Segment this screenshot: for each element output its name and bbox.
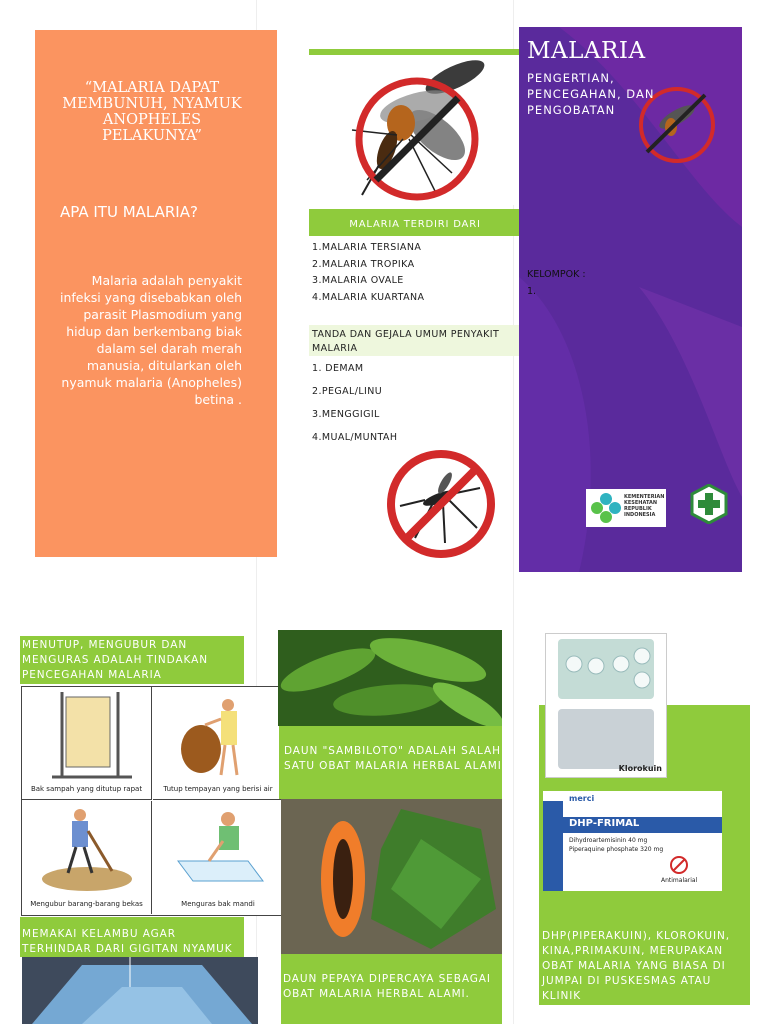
papaya-caption: DAUN PEPAYA DIPERCAYA SEBAGAI OBAT MALARIA HERBAL ALAMI. bbox=[281, 954, 502, 1024]
illustration-jar-cover bbox=[153, 687, 283, 800]
type-item: 1.MALARIA TERSIANA bbox=[312, 242, 422, 253]
quote-text: “MALARIA DAPAT MEMBUNUH, NYAMUK ANOPHELES PELAKUNYA” bbox=[62, 80, 242, 144]
sambiloto-caption: DAUN "SAMBILOTO" ADALAH SALAH SATU OBAT MALARIA HERBAL ALAMI bbox=[279, 726, 502, 799]
type-item: 3.MALARIA OVALE bbox=[312, 275, 404, 286]
caption: Mengubur barang-barang bekas bbox=[30, 900, 143, 908]
caption: Menguras bak mandi bbox=[181, 900, 255, 908]
type-item: 2.MALARIA TROPIKA bbox=[312, 259, 415, 270]
sambiloto-leaf-photo bbox=[278, 630, 502, 726]
mosquito-net-header: MEMAKAI KELAMBU AGAR TERHINDAR DARI GIGITAN NYAMUK bbox=[20, 917, 244, 957]
cover-title: MALARIA bbox=[527, 38, 646, 64]
malaria-definition: Malaria adalah penyakit infeksi yang disebabkan oleh parasit Plasmodium yang hidup dan berkembang biak dalam sel darah merah manusia, ditularkan oleh nyamuk malaria (Anopheles) betina . bbox=[59, 273, 242, 407]
medicine-caption: DHP(PIPERAKUIN), KLOROKUIN, KINA,PRIMAKUIN, MERUPAKAN OBAT MALARIA YANG BIASA DI JUMPAI DI PUSKESMAS ATAU KLINIK bbox=[542, 930, 730, 1002]
symptom-item: 2.PEGAL/LINU bbox=[312, 386, 383, 397]
dhp-tag: Antimalarial bbox=[661, 877, 698, 884]
group-section bbox=[527, 266, 586, 300]
ministry-logo-text: KEMENTERIAN KESEHATAN REPUBLIK INDONESIA bbox=[624, 494, 665, 518]
illustration-drain-tub bbox=[153, 801, 283, 914]
klorokuin-label: Klorokuin bbox=[618, 764, 662, 773]
symptom-item: 1. DEMAM bbox=[312, 363, 364, 374]
dhp-ingredient-2: Piperaquine phosphate 320 mg bbox=[569, 846, 664, 853]
caption: Bak sampah yang ditutup rapat bbox=[30, 785, 143, 793]
group-label: KELOMPOK : bbox=[527, 269, 586, 280]
dhp-ingredient-1: Dihydroartemisinin 40 mg bbox=[569, 837, 648, 844]
prevention-illustrations bbox=[21, 686, 284, 916]
type-item: 4.MALARIA KUARTANA bbox=[312, 292, 425, 303]
illustration-trash-bin bbox=[22, 687, 152, 800]
cover-subtitle: PENGERTIAN, PENCEGAHAN, DAN PENGOBATAN bbox=[527, 71, 655, 117]
dhp-frimal-photo bbox=[543, 791, 722, 891]
group-member: 1. bbox=[527, 286, 537, 297]
dhp-brand: DHP-FRIMAL bbox=[569, 818, 640, 829]
symptom-item: 3.MENGGIGIL bbox=[312, 409, 380, 420]
caption: Tutup tempayan yang berisi air bbox=[163, 785, 273, 793]
mosquito-net-photo bbox=[22, 957, 258, 1024]
illustration-bury-items bbox=[22, 801, 152, 914]
maker-logo: merci bbox=[569, 794, 595, 803]
symptoms-header: TANDA DAN GEJALA UMUM PENYAKIT MALARIA bbox=[312, 329, 500, 354]
klorokuin-photo bbox=[545, 633, 667, 778]
papaya-photo bbox=[281, 799, 502, 954]
health-cross-icon bbox=[689, 484, 729, 524]
what-is-malaria-heading: APA ITU MALARIA? bbox=[60, 203, 198, 221]
types-header: MALARIA TERDIRI DARI bbox=[309, 209, 521, 236]
no-mosquito-icon bbox=[385, 448, 497, 560]
symptom-item: 4.MUAL/MUNTAH bbox=[312, 432, 398, 443]
prevention-header: MENUTUP, MENGUBUR DAN MENGURAS ADALAH TINDAKAN PENCEGAHAN MALARIA bbox=[20, 636, 244, 684]
